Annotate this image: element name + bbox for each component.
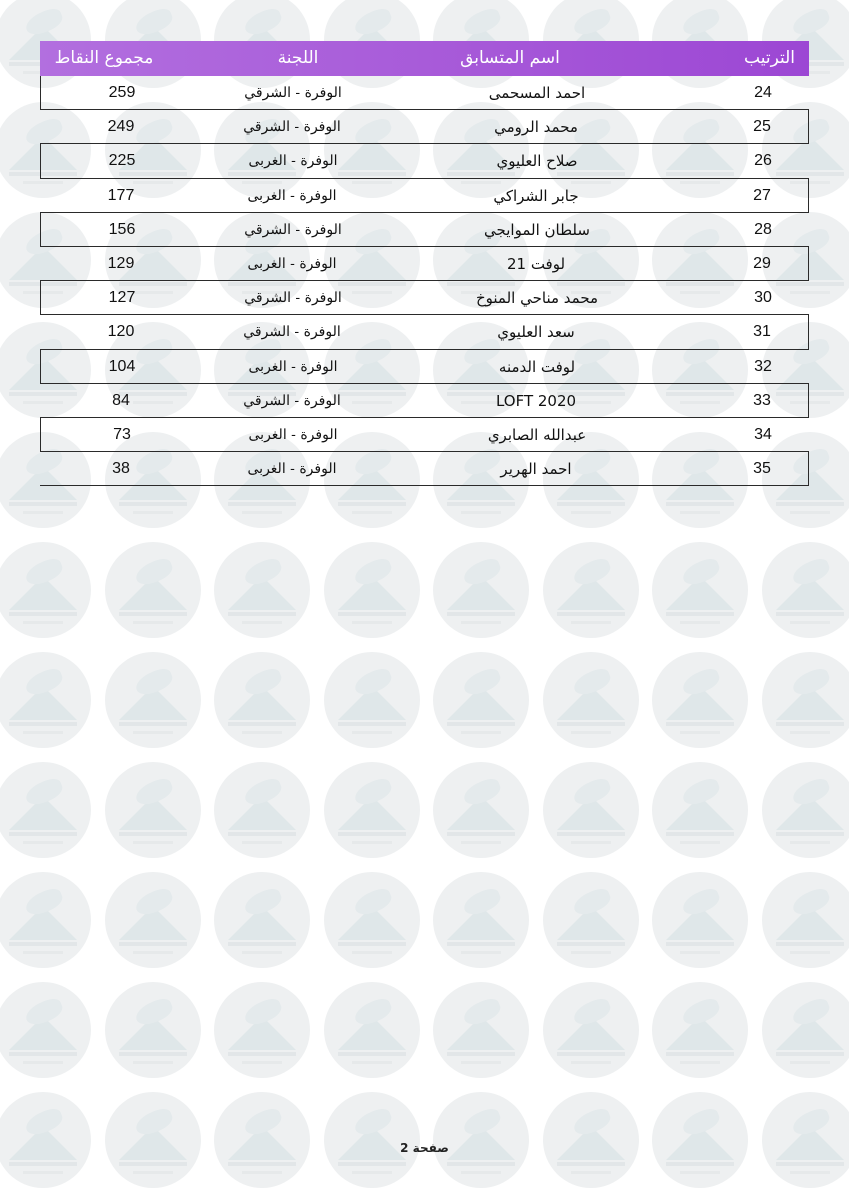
club-logo-watermark	[762, 982, 849, 1078]
cell-points: 73	[113, 425, 131, 443]
header-name: اسم المتسابق	[460, 48, 560, 68]
cell-rank: 25	[753, 118, 771, 136]
cell-rank: 28	[754, 220, 772, 238]
cell-points: 120	[107, 323, 135, 341]
club-logo-watermark	[105, 762, 201, 858]
club-logo-watermark	[214, 762, 310, 858]
table-row	[40, 384, 809, 418]
cell-rank: 30	[754, 289, 772, 307]
club-logo-watermark	[762, 872, 849, 968]
club-logo-watermark	[324, 1092, 420, 1188]
club-logo-watermark	[105, 982, 201, 1078]
table-row	[40, 281, 809, 315]
cell-committee: الوفرة - الغربى	[248, 426, 338, 443]
club-logo-watermark	[652, 652, 748, 748]
club-logo-watermark	[0, 762, 91, 858]
club-logo-watermark	[214, 542, 310, 638]
table-row	[40, 110, 809, 144]
cell-name: سعد العليوي	[497, 323, 575, 342]
club-logo-watermark	[105, 872, 201, 968]
club-logo-watermark	[433, 1092, 529, 1188]
table-row	[40, 418, 809, 452]
cell-name: محمد الرومي	[494, 118, 578, 137]
cell-points: 177	[107, 186, 135, 204]
club-logo-watermark	[762, 762, 849, 858]
club-logo-watermark	[543, 762, 639, 858]
cell-rank: 35	[753, 460, 771, 478]
club-logo-watermark	[0, 542, 91, 638]
cell-points: 104	[108, 357, 136, 375]
club-logo-watermark	[324, 652, 420, 748]
table-row	[40, 452, 809, 486]
cell-committee: الوفرة - الشرقي	[244, 290, 342, 307]
club-logo-watermark	[543, 872, 639, 968]
cell-rank: 29	[753, 254, 771, 272]
cell-name: عبدالله الصابري	[487, 425, 587, 444]
cell-points: 84	[112, 391, 130, 409]
rankings-table	[40, 41, 809, 486]
page-number: صفحة 2	[400, 1141, 449, 1155]
cell-name: سلطان الموايجي	[484, 220, 590, 239]
club-logo-watermark	[0, 982, 91, 1078]
club-logo-watermark	[214, 982, 310, 1078]
cell-committee: الوفرة - الغربى	[247, 461, 337, 478]
cell-name: صلاح العليوي	[496, 152, 578, 171]
cell-points: 38	[112, 460, 130, 478]
table-row	[40, 247, 809, 281]
cell-name: احمد الهرير	[500, 460, 572, 479]
cell-committee: الوفرة - الغربى	[248, 358, 338, 375]
club-logo-watermark	[324, 982, 420, 1078]
club-logo-watermark	[214, 652, 310, 748]
table-row	[40, 213, 809, 247]
cell-committee: الوفرة - الشرقي	[244, 85, 342, 101]
club-logo-watermark	[543, 1092, 639, 1188]
club-logo-watermark	[652, 1092, 748, 1188]
cell-committee: الوفرة - الغربى	[247, 255, 337, 272]
cell-rank: 27	[753, 186, 771, 204]
cell-points: 225	[108, 152, 136, 170]
cell-name: احمد المسحمى	[488, 84, 586, 102]
club-logo-watermark	[214, 1092, 310, 1188]
cell-rank: 34	[754, 425, 772, 443]
club-logo-watermark	[433, 762, 529, 858]
club-logo-watermark	[652, 872, 748, 968]
club-logo-watermark	[433, 982, 529, 1078]
cell-name: لوفت الدمنه	[498, 357, 576, 376]
cell-name: لوفت 21	[506, 254, 566, 273]
club-logo-watermark	[433, 542, 529, 638]
club-logo-watermark	[762, 652, 849, 748]
cell-name: محمد مناحي المنوخ	[475, 289, 599, 308]
club-logo-watermark	[324, 872, 420, 968]
club-logo-watermark	[543, 652, 639, 748]
club-logo-watermark	[214, 872, 310, 968]
cell-name: LOFT 2020	[495, 391, 577, 410]
header-committee: اللجنة	[277, 48, 319, 68]
club-logo-watermark	[543, 542, 639, 638]
cell-name: جابر الشراكي	[493, 186, 579, 205]
cell-committee: الوفرة - الغربى	[247, 187, 337, 204]
cell-points: 259	[108, 84, 136, 101]
cell-committee: الوفرة - الشرقي	[243, 392, 341, 409]
club-logo-watermark	[762, 1092, 849, 1188]
cell-rank: 26	[754, 152, 772, 170]
table-header	[40, 41, 809, 76]
table-row	[40, 179, 809, 213]
cell-committee: الوفرة - الغربى	[248, 153, 338, 170]
header-points: مجموع النقاط	[54, 48, 154, 68]
table-row	[40, 144, 809, 178]
cell-committee: الوفرة - الشرقي	[244, 221, 342, 238]
cell-committee: الوفرة - الشرقي	[243, 324, 341, 341]
club-logo-watermark	[105, 1092, 201, 1188]
club-logo-watermark	[324, 762, 420, 858]
club-logo-watermark	[0, 872, 91, 968]
cell-rank: 31	[753, 323, 771, 341]
club-logo-watermark	[433, 652, 529, 748]
cell-points: 249	[107, 118, 135, 136]
club-logo-watermark	[652, 762, 748, 858]
table-row	[40, 350, 809, 384]
club-logo-watermark	[324, 542, 420, 638]
cell-points: 127	[108, 289, 136, 307]
cell-rank: 33	[753, 391, 771, 409]
club-logo-watermark	[0, 1092, 91, 1188]
cell-rank: 32	[754, 357, 772, 375]
cell-points: 156	[108, 220, 136, 238]
club-logo-watermark	[105, 542, 201, 638]
club-logo-watermark	[433, 872, 529, 968]
table-row	[40, 76, 809, 110]
club-logo-watermark	[105, 652, 201, 748]
club-logo-watermark	[652, 542, 748, 638]
table-row	[40, 315, 809, 349]
club-logo-watermark	[652, 982, 748, 1078]
club-logo-watermark	[543, 982, 639, 1078]
cell-committee: الوفرة - الشرقي	[243, 119, 341, 136]
header-rank: الترتيب	[744, 48, 795, 68]
cell-points: 129	[107, 254, 135, 272]
club-logo-watermark	[762, 542, 849, 638]
cell-rank: 24	[754, 84, 772, 101]
club-logo-watermark	[0, 652, 91, 748]
